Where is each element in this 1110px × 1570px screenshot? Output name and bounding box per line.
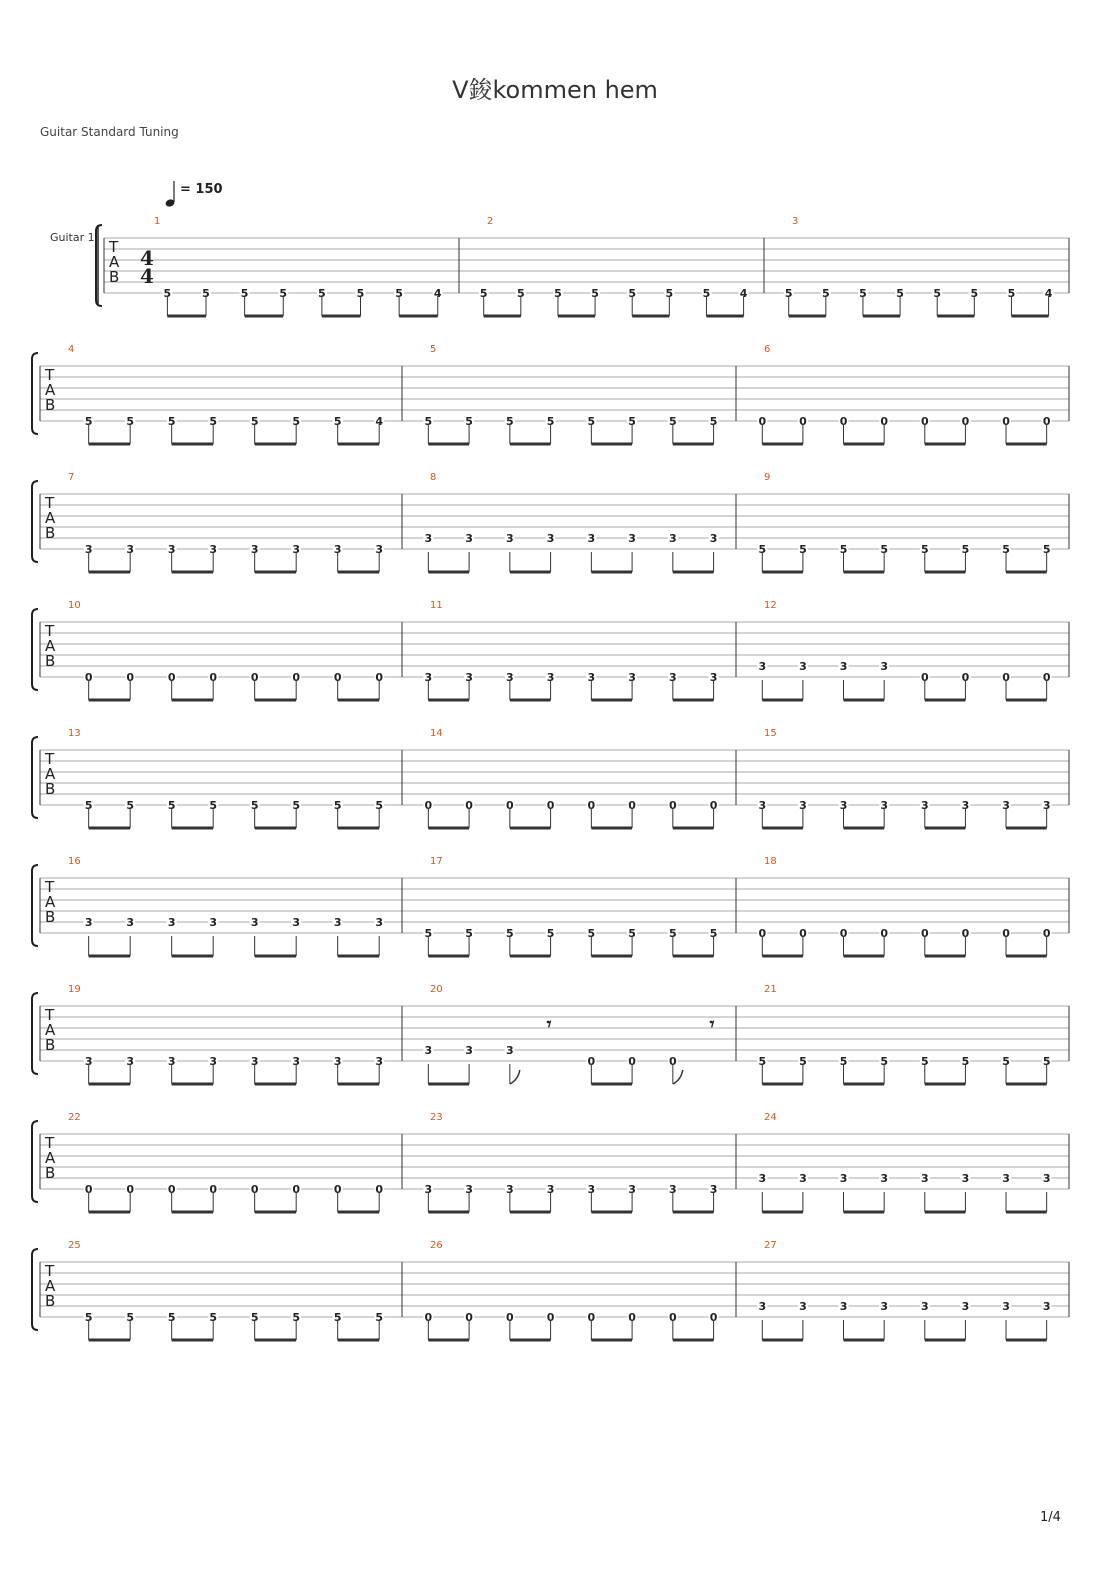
tab-clef-letter: A	[45, 765, 56, 783]
fret-number: 3	[84, 1055, 93, 1068]
measure-number: 25	[68, 1240, 81, 1251]
fret-number: 0	[375, 1183, 384, 1196]
fret-number: 5	[859, 287, 867, 300]
track-name: Guitar 1	[50, 231, 95, 244]
fret-number: 5	[209, 799, 218, 812]
measure-number: 9	[764, 472, 771, 483]
fret-number: 5	[920, 1055, 929, 1068]
fret-number: 0	[880, 415, 888, 428]
measure-number: 2	[487, 216, 494, 227]
fret-number: 3	[880, 1172, 888, 1185]
fret-number: 0	[587, 1311, 596, 1324]
fret-number: 3	[209, 543, 218, 556]
fret-number: 3	[209, 1055, 218, 1068]
fret-number: 3	[880, 799, 888, 812]
fret-number: 0	[880, 927, 888, 940]
fret-number: 5	[839, 1055, 848, 1068]
fret-number: 0	[799, 415, 807, 428]
fret-number: 5	[163, 287, 172, 300]
measure-number: 14	[430, 728, 443, 739]
fret-number: 0	[209, 1183, 218, 1196]
fret-number: 5	[591, 287, 599, 300]
fret-number: 5	[933, 287, 942, 300]
fret-number: 3	[880, 660, 888, 673]
fret-number: 3	[1042, 1300, 1051, 1313]
system-brace	[32, 353, 38, 434]
note-flag	[673, 1070, 683, 1084]
tab-clef-letter: T	[45, 750, 55, 768]
fret-number: 5	[669, 927, 677, 940]
fret-number: 3	[920, 1300, 929, 1313]
fret-number: 5	[1042, 543, 1051, 556]
fret-number: 3	[84, 543, 93, 556]
fret-number: 0	[628, 1311, 636, 1324]
measure-number: 7	[68, 472, 75, 483]
fret-number: 3	[292, 916, 301, 929]
fret-number: 0	[709, 1311, 718, 1324]
fret-number: 3	[709, 1183, 718, 1196]
tab-clef-letter: A	[45, 381, 56, 399]
fret-number: 0	[167, 1183, 176, 1196]
fret-number: 0	[799, 927, 807, 940]
measure-number: 6	[764, 344, 771, 355]
fret-number: 3	[465, 1183, 473, 1196]
system-brace	[32, 1121, 38, 1202]
fret-number: 0	[961, 927, 970, 940]
fret-number: 0	[669, 799, 677, 812]
tab-clef-letter: A	[45, 1021, 56, 1039]
system-brace	[32, 737, 38, 818]
fret-number: 0	[758, 927, 767, 940]
fret-number: 5	[920, 543, 929, 556]
fret-number: 5	[702, 287, 711, 300]
time-signature-bottom: 4	[140, 264, 154, 288]
fret-number: 3	[799, 799, 807, 812]
fret-number: 5	[126, 1311, 135, 1324]
time-signature-top: 4	[140, 246, 154, 270]
fret-number: 3	[167, 916, 176, 929]
song-title: V鋑kommen hem	[452, 76, 658, 104]
measure-number: 4	[68, 344, 75, 355]
fret-number: 5	[1042, 1055, 1051, 1068]
fret-number: 5	[587, 927, 596, 940]
fret-number: 5	[333, 799, 342, 812]
fret-number: 0	[209, 671, 218, 684]
fret-number: 3	[709, 671, 718, 684]
fret-number: 3	[1042, 1172, 1051, 1185]
fret-number: 5	[961, 543, 970, 556]
tab-clef-letter: A	[45, 1277, 56, 1295]
fret-number: 0	[839, 415, 848, 428]
tab-clef-letter: T	[109, 238, 119, 256]
system-brace	[32, 481, 38, 562]
fret-number: 5	[292, 1311, 301, 1324]
fret-number: 3	[424, 671, 433, 684]
fret-number: 3	[1042, 799, 1051, 812]
tab-clef-letter: B	[109, 268, 120, 286]
fret-number: 5	[250, 1311, 259, 1324]
fret-number: 0	[709, 799, 718, 812]
tuning-label: Guitar Standard Tuning	[40, 125, 179, 139]
fret-number: 0	[506, 1311, 514, 1324]
fret-number: 3	[375, 543, 384, 556]
fret-number: 3	[424, 532, 433, 545]
fret-number: 3	[799, 660, 807, 673]
fret-number: 5	[279, 287, 288, 300]
fret-number: 4	[739, 287, 748, 300]
tab-clef-letter: B	[45, 780, 56, 798]
tab-clef-letter: T	[45, 366, 55, 384]
fret-number: 5	[333, 415, 342, 428]
tab-clef-letter: A	[45, 637, 56, 655]
measure-number: 8	[430, 472, 437, 483]
fret-number: 5	[506, 927, 514, 940]
measure-number: 26	[430, 1240, 443, 1251]
measure-number: 24	[764, 1112, 777, 1123]
fret-number: 0	[961, 415, 970, 428]
fret-number: 3	[250, 1055, 259, 1068]
tab-clef-letter: T	[45, 878, 55, 896]
fret-number: 3	[628, 532, 636, 545]
fret-number: 5	[758, 1055, 767, 1068]
fret-number: 0	[167, 671, 176, 684]
fret-number: 5	[839, 543, 848, 556]
fret-number: 0	[84, 671, 93, 684]
fret-number: 0	[1002, 671, 1010, 684]
fret-number: 3	[799, 1300, 807, 1313]
measure-number: 20	[430, 984, 443, 995]
note-flag	[510, 1070, 520, 1084]
fret-number: 5	[250, 799, 259, 812]
fret-number: 5	[709, 927, 718, 940]
measure-number: 22	[68, 1112, 81, 1123]
tab-clef-letter: B	[45, 524, 56, 542]
fret-number: 3	[758, 1172, 767, 1185]
tab-clef-letter: A	[45, 893, 56, 911]
fret-number: 5	[628, 415, 636, 428]
fret-number: 3	[465, 671, 473, 684]
measure-number: 10	[68, 600, 81, 611]
fret-number: 5	[1002, 543, 1010, 556]
tab-clef-letter: B	[45, 1292, 56, 1310]
fret-number: 5	[167, 799, 176, 812]
fret-number: 5	[880, 1055, 888, 1068]
fret-number: 5	[970, 287, 979, 300]
fret-number: 3	[84, 916, 93, 929]
system-brace	[32, 993, 38, 1074]
tab-clef-letter: T	[45, 1262, 55, 1280]
fret-number: 3	[758, 799, 767, 812]
fret-number: 5	[554, 287, 562, 300]
tab-clef-letter: T	[45, 1134, 55, 1152]
fret-number: 0	[628, 1055, 636, 1068]
fret-number: 3	[506, 532, 514, 545]
fret-number: 0	[126, 671, 135, 684]
tab-clef-letter: T	[45, 1006, 55, 1024]
fret-number: 5	[587, 415, 596, 428]
fret-number: 3	[250, 916, 259, 929]
fret-number: 3	[465, 532, 473, 545]
fret-number: 5	[84, 799, 93, 812]
tab-clef-letter: B	[45, 652, 56, 670]
fret-number: 4	[1044, 287, 1053, 300]
fret-number: 5	[546, 927, 555, 940]
fret-number: 3	[506, 1044, 514, 1057]
page-number: 1/4	[1040, 1510, 1061, 1525]
measure-number: 17	[430, 856, 443, 867]
fret-number: 3	[587, 532, 596, 545]
tab-clef-letter: T	[45, 622, 55, 640]
measure-number: 16	[68, 856, 81, 867]
fret-number: 5	[240, 287, 249, 300]
fret-number: 5	[126, 799, 135, 812]
fret-number: 0	[333, 1183, 342, 1196]
fret-number: 3	[333, 543, 342, 556]
fret-number: 3	[506, 671, 514, 684]
fret-number: 5	[356, 287, 365, 300]
fret-number: 3	[292, 543, 301, 556]
fret-number: 0	[1042, 671, 1051, 684]
measure-number: 15	[764, 728, 777, 739]
fret-number: 0	[961, 671, 970, 684]
fret-number: 5	[209, 415, 218, 428]
fret-number: 0	[333, 671, 342, 684]
fret-number: 3	[669, 1183, 677, 1196]
fret-number: 0	[250, 1183, 259, 1196]
fret-number: 5	[84, 1311, 93, 1324]
fret-number: 0	[84, 1183, 93, 1196]
system-brace	[96, 225, 102, 306]
fret-number: 5	[822, 287, 830, 300]
fret-number: 3	[167, 543, 176, 556]
fret-number: 5	[517, 287, 525, 300]
fret-number: 3	[839, 660, 848, 673]
fret-number: 5	[1002, 1055, 1010, 1068]
fret-number: 3	[209, 916, 218, 929]
fret-number: 5	[318, 287, 326, 300]
fret-number: 5	[479, 287, 488, 300]
fret-number: 3	[546, 1183, 555, 1196]
fret-number: 3	[126, 1055, 135, 1068]
fret-number: 3	[587, 1183, 596, 1196]
measure-number: 1	[154, 216, 161, 227]
fret-number: 5	[880, 543, 888, 556]
fret-number: 3	[839, 799, 848, 812]
fret-number: 5	[209, 1311, 218, 1324]
measure-number: 12	[764, 600, 777, 611]
fret-number: 3	[669, 671, 677, 684]
fret-number: 5	[395, 287, 403, 300]
tab-clef-letter: A	[45, 1149, 56, 1167]
fret-number: 3	[799, 1172, 807, 1185]
fret-number: 0	[758, 415, 767, 428]
eighth-rest-icon: 𝄾	[546, 1014, 552, 1035]
tab-clef-letter: B	[45, 396, 56, 414]
fret-number: 3	[709, 532, 718, 545]
fret-number: 3	[961, 1172, 970, 1185]
fret-number: 5	[506, 415, 514, 428]
fret-number: 5	[250, 415, 259, 428]
fret-number: 3	[839, 1172, 848, 1185]
fret-number: 3	[126, 916, 135, 929]
fret-number: 0	[1042, 415, 1051, 428]
fret-number: 3	[375, 916, 384, 929]
fret-number: 5	[896, 287, 904, 300]
fret-number: 3	[167, 1055, 176, 1068]
fret-number: 0	[465, 1311, 473, 1324]
measure-number: 19	[68, 984, 81, 995]
fret-number: 5	[799, 1055, 807, 1068]
system-brace	[32, 1249, 38, 1330]
measure-number: 3	[792, 216, 799, 227]
fret-number: 0	[250, 671, 259, 684]
fret-number: 3	[920, 799, 929, 812]
tab-clef-letter: A	[45, 509, 56, 527]
fret-number: 0	[546, 1311, 555, 1324]
tab-clef-letter: A	[109, 253, 120, 271]
fret-number: 3	[839, 1300, 848, 1313]
fret-number: 3	[546, 671, 555, 684]
fret-number: 3	[333, 916, 342, 929]
fret-number: 5	[669, 415, 677, 428]
fret-number: 3	[333, 1055, 342, 1068]
fret-number: 5	[1007, 287, 1016, 300]
fret-number: 0	[1002, 927, 1010, 940]
fret-number: 4	[375, 415, 384, 428]
fret-number: 3	[961, 799, 970, 812]
fret-number: 3	[587, 671, 596, 684]
fret-number: 5	[375, 1311, 384, 1324]
fret-number: 0	[424, 1311, 433, 1324]
measure-number: 13	[68, 728, 81, 739]
fret-number: 3	[628, 1183, 636, 1196]
fret-number: 0	[424, 799, 433, 812]
measure-number: 5	[430, 344, 437, 355]
fret-number: 0	[920, 927, 929, 940]
fret-number: 0	[292, 671, 301, 684]
fret-number: 0	[506, 799, 514, 812]
fret-number: 5	[424, 927, 433, 940]
fret-number: 5	[465, 927, 473, 940]
fret-number: 5	[784, 287, 793, 300]
fret-number: 3	[546, 532, 555, 545]
fret-number: 5	[375, 799, 384, 812]
fret-number: 5	[758, 543, 767, 556]
fret-number: 5	[709, 415, 718, 428]
fret-number: 5	[546, 415, 555, 428]
fret-number: 0	[375, 671, 384, 684]
fret-number: 5	[126, 415, 135, 428]
fret-number: 3	[424, 1183, 433, 1196]
fret-number: 3	[126, 543, 135, 556]
fret-number: 5	[665, 287, 674, 300]
tab-clef-letter: B	[45, 1164, 56, 1182]
fret-number: 5	[799, 543, 807, 556]
fret-number: 5	[333, 1311, 342, 1324]
fret-number: 0	[465, 799, 473, 812]
fret-number: 0	[292, 1183, 301, 1196]
measure-number: 18	[764, 856, 777, 867]
tempo-value: = 150	[180, 182, 223, 197]
fret-number: 0	[587, 799, 596, 812]
fret-number: 3	[1002, 799, 1010, 812]
fret-number: 3	[961, 1300, 970, 1313]
fret-number: 5	[292, 799, 301, 812]
fret-number: 5	[84, 415, 93, 428]
fret-number: 3	[880, 1300, 888, 1313]
tab-clef-letter: T	[45, 494, 55, 512]
fret-number: 0	[669, 1311, 677, 1324]
measure-number: 27	[764, 1240, 777, 1251]
fret-number: 5	[628, 287, 637, 300]
fret-number: 3	[758, 660, 767, 673]
system-brace	[32, 609, 38, 690]
fret-number: 3	[424, 1044, 433, 1057]
fret-number: 0	[669, 1055, 677, 1068]
measure-number: 11	[430, 600, 443, 611]
fret-number: 3	[1002, 1300, 1010, 1313]
fret-number: 5	[202, 287, 210, 300]
system-brace	[32, 865, 38, 946]
fret-number: 5	[292, 415, 301, 428]
tab-clef-letter: B	[45, 1036, 56, 1054]
fret-number: 0	[628, 799, 636, 812]
fret-number: 3	[375, 1055, 384, 1068]
fret-number: 3	[758, 1300, 767, 1313]
fret-number: 3	[292, 1055, 301, 1068]
fret-number: 3	[628, 671, 636, 684]
fret-number: 5	[961, 1055, 970, 1068]
fret-number: 5	[167, 415, 176, 428]
fret-number: 5	[167, 1311, 176, 1324]
fret-number: 3	[920, 1172, 929, 1185]
fret-number: 0	[1042, 927, 1051, 940]
fret-number: 0	[920, 415, 929, 428]
fret-number: 3	[250, 543, 259, 556]
measure-number: 23	[430, 1112, 443, 1123]
fret-number: 3	[669, 532, 677, 545]
fret-number: 0	[1002, 415, 1010, 428]
tab-clef-letter: B	[45, 908, 56, 926]
measure-number: 21	[764, 984, 777, 995]
fret-number: 5	[628, 927, 636, 940]
fret-number: 0	[839, 927, 848, 940]
eighth-rest-icon: 𝄾	[709, 1014, 715, 1035]
fret-number: 5	[465, 415, 473, 428]
fret-number: 0	[920, 671, 929, 684]
fret-number: 3	[1002, 1172, 1010, 1185]
fret-number: 0	[587, 1055, 596, 1068]
fret-number: 4	[433, 287, 442, 300]
fret-number: 5	[424, 415, 433, 428]
fret-number: 0	[546, 799, 555, 812]
fret-number: 0	[126, 1183, 135, 1196]
fret-number: 3	[506, 1183, 514, 1196]
fret-number: 3	[465, 1044, 473, 1057]
